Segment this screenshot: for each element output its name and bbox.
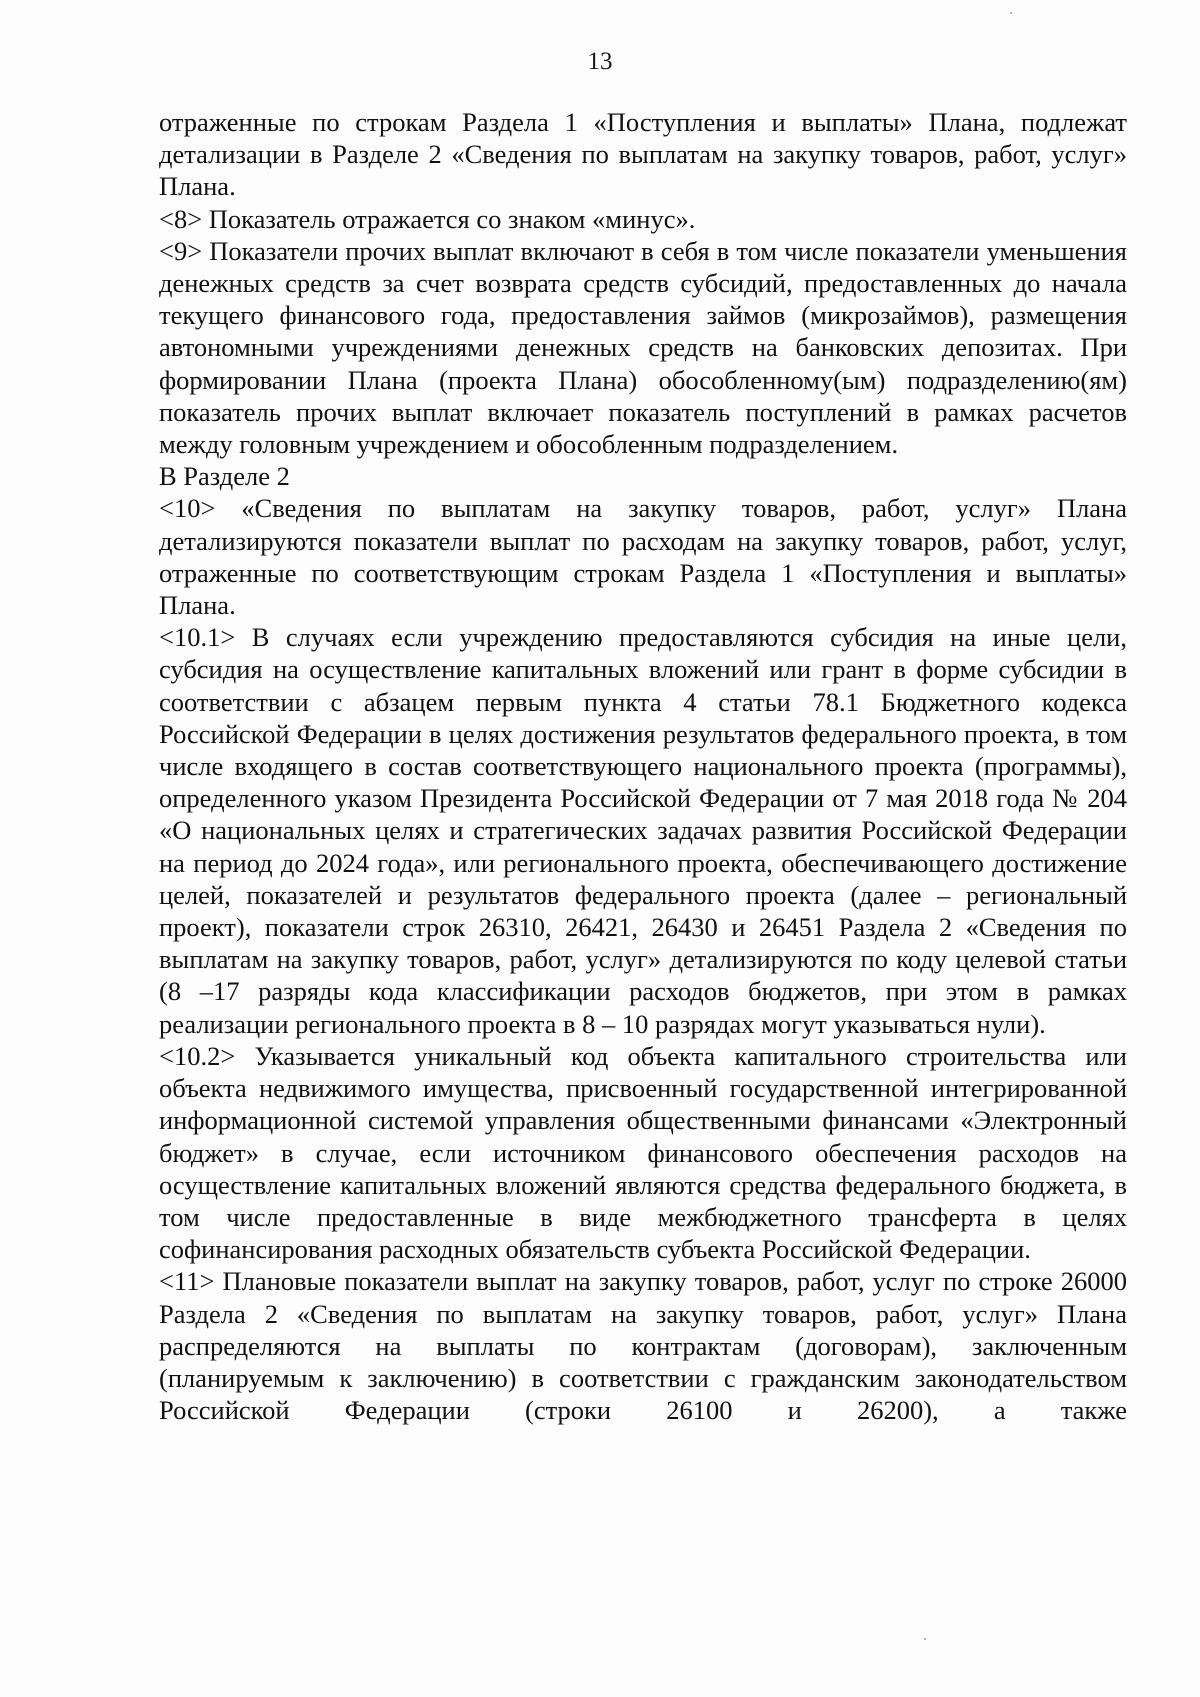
paragraph-note-8: <8> Показатель отражается со знаком «минус». (159, 203, 696, 234)
page-number: 13 (587, 48, 613, 75)
paragraph-note-9: <9> Показатели прочих выплат включают в себя в том числе показатели уменьшения денежных средств за счет возврата средств субсидий, предоставленных до начала текущего финансового года, предоставления займов (микрозаймов), размещения автономными учреждениями денежных средств на банковских депозитах. При формировании Плана (проекта Плана) обособленному(ым) подразделению(ям) показатель прочих выплат включает показатель поступлений в рамках расчетов между головным учреждением и обособленным подразделением. (159, 235, 1127, 460)
paragraph-continuation: отраженные по строкам Раздела 1 «Поступления и выплаты» Плана, подлежат детализации в Разделе 2 «Сведения по выплатам на закупку товаров, работ, услуг» Плана. (159, 107, 1127, 202)
document-body (159, 106, 1127, 1426)
paragraph-note-10-2: <10.2> Указывается уникальный код объекта капитального строительства или объекта недвижимого имущества, присвоенный государственной интегрированной информационной системой управления общественными финансами «Электронный бюджет» в случае, если источником финансового обеспечения расходов на осуществление капитальных вложений являются средства федерального бюджета, в том числе предоставленные в виде межбюджетного трансферта в целях софинансирования расходных обязательств субъекта Российской Федерации. (159, 1040, 1127, 1265)
paragraph-note-11: <11> Плановые показатели выплат на закупку товаров, работ, услуг по строке 26000 Раздела 2 «Сведения по выплатам на закупку товаров, работ, услуг» Плана распределяются на выплаты по контрактам (договорам), заключенным (планируемым к заключению) в соответствии с гражданским законодательством Российской Федерации (строки 26100 и 26200), а также (159, 1266, 1127, 1426)
section-heading-2: В Разделе 2 (159, 461, 290, 492)
scan-speck (1010, 12, 1012, 14)
paragraph-note-10: <10> «Сведения по выплатам на закупку товаров, работ, услуг» Плана детализируются показатели выплат по расходам на закупку товаров, работ, услуг, отраженные по соответствующим строкам Раздела 1 «Поступления и выплаты» Плана. (159, 493, 1127, 621)
paragraph-note-10-1: <10.1> В случаях если учреждению предоставляются субсидия на иные цели, субсидия на осуществление капитальных вложений или грант в форме субсидии в соответствии с абзацем первым пункта 4 статьи 78.1 Бюджетного кодекса Российской Федерации в целях достижения результатов федерального проекта, в том числе входящего в состав соответствующего национального проекта (программы), определенного указом Президента Российской Федерации от 7 мая 2018 года № 204 «О национальных целях и стратегических задачах развития Российской Федерации на период до 2024 года», или регионального проекта, обеспечивающего достижение целей, показателей и результатов федерального проекта (далее – региональный проект), показатели строк 26310, 26421, 26430 и 26451 Раздела 2 «Сведения по выплатам на закупку товаров, работ, услуг» детализируются по коду целевой статьи (8 –17 разряды кода классификации расходов бюджетов, при этом в рамках реализации регионального проекта в 8 – 10 разрядах могут указываться нули). (159, 622, 1127, 1039)
scan-speck (924, 1638, 926, 1640)
